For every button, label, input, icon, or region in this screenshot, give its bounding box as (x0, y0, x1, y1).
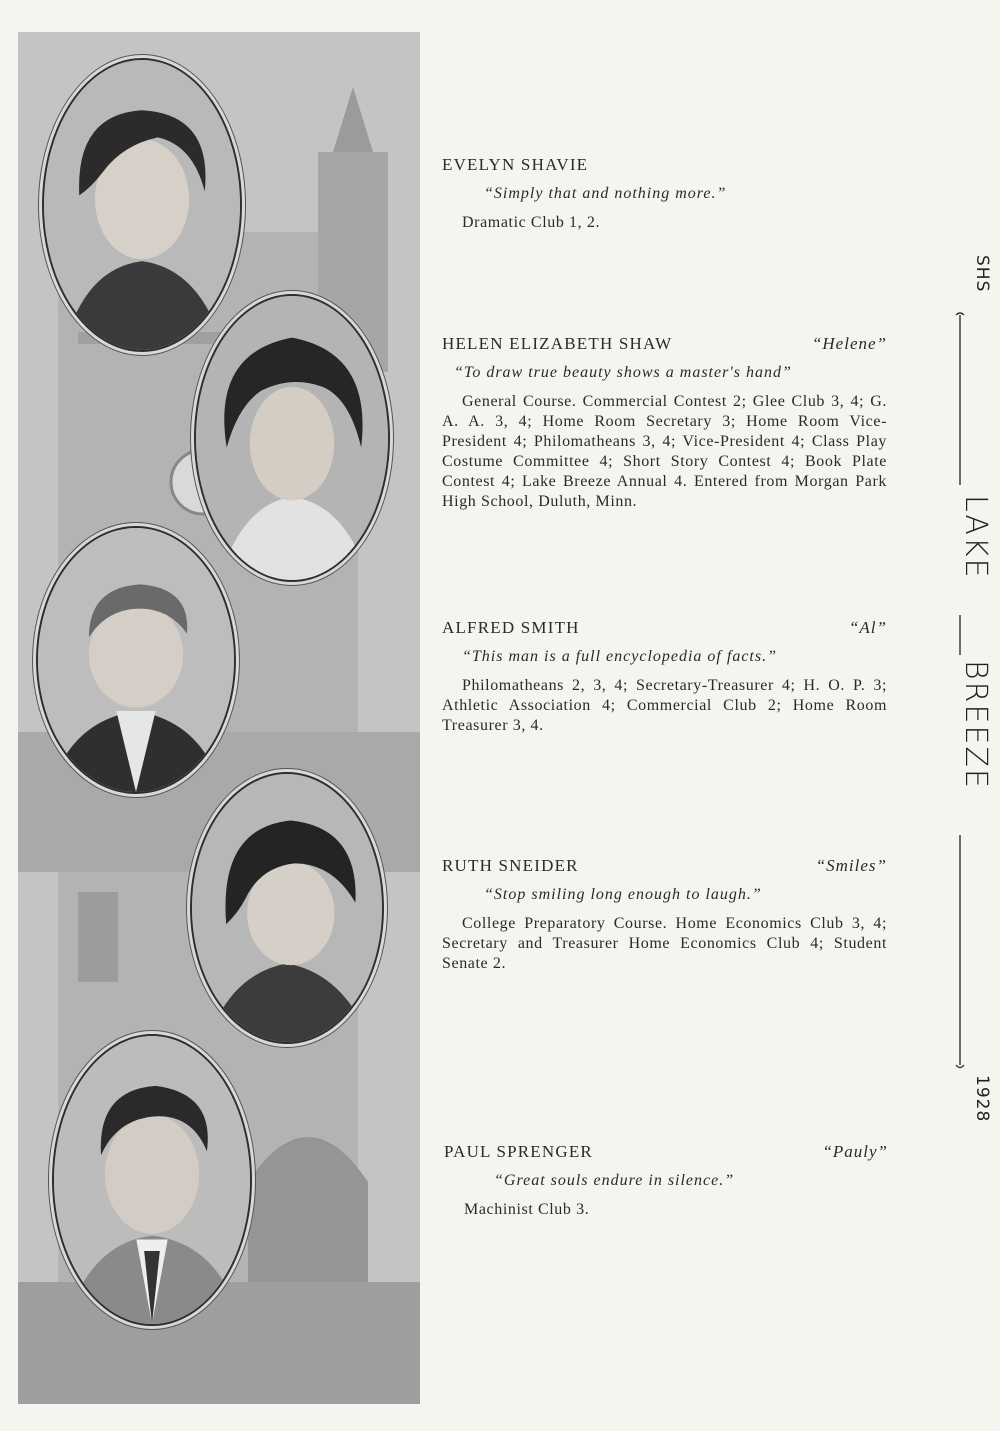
student-activities: General Course. Commercial Contest 2; Glee Club 3, 4; G. A. A. 3, 4; Home Room Secretary 3; Home Room Vice-President 4; Philomatheans 3, 4; Vice-President 4; Class Play Costume Committee 4; Short Story Contest 4; Book Plate Contest 4; Lake Breeze Annual 4. Entered from Morgan Park High School, Duluth, Minn. (442, 393, 887, 510)
student-name: PAUL SPRENGER (444, 1142, 593, 1161)
student-nickname: “Pauly” (822, 1142, 888, 1161)
photo-panel (18, 32, 420, 1404)
sidebar-school-initials: SHS (972, 255, 992, 293)
sidebar-lake: LAKE (958, 495, 993, 580)
student-name: EVELYN SHAVIE (442, 155, 589, 174)
student-quote: “Stop smiling long enough to laugh.” (484, 886, 762, 903)
entry-helen-elizabeth-shaw (442, 334, 887, 512)
portrait-evelyn-shavie (42, 58, 242, 352)
student-quote: “This man is a full encyclopedia of facts.” (462, 648, 777, 665)
sidebar-breeze: BREEZE (958, 660, 993, 790)
student-quote: “To draw true beauty shows a master's hand” (454, 364, 792, 381)
student-name: ALFRED SMITH (442, 618, 580, 637)
portrait-alfred-smith (36, 526, 236, 794)
student-nickname: “Al” (848, 618, 887, 637)
yearbook-sidebar (930, 255, 993, 1155)
student-quote: “Great souls endure in silence.” (494, 1172, 735, 1189)
student-activities: Machinist Club 3. (464, 1201, 590, 1218)
student-nickname: “Helene” (811, 334, 887, 353)
entry-paul-sprenger (444, 1142, 888, 1220)
student-name: HELEN ELIZABETH SHAW (442, 334, 673, 353)
entry-ruth-sneider (442, 856, 887, 974)
entry-alfred-smith (442, 618, 887, 736)
student-activities: Philomatheans 2, 3, 4; Secretary-Treasurer 4; H. O. P. 3; Athletic Association 4; Commercial Club 2; Home Room Treasurer 3, 4. (442, 677, 887, 734)
student-quote: “Simply that and nothing more.” (484, 185, 727, 202)
student-activities: College Preparatory Course. Home Economics Club 3, 4; Secretary and Treasurer Home Economics Club 4; Student Senate 2. (442, 915, 887, 972)
portrait-helen-elizabeth-shaw (194, 294, 390, 582)
portrait-ruth-sneider (190, 772, 384, 1044)
student-nickname: “Smiles” (815, 856, 887, 875)
student-name: RUTH SNEIDER (442, 856, 579, 875)
sidebar-year: 1928 (972, 1075, 992, 1123)
entry-evelyn-shavie (442, 155, 887, 233)
student-activities: Dramatic Club 1, 2. (462, 214, 601, 231)
portrait-paul-sprenger (52, 1034, 252, 1326)
